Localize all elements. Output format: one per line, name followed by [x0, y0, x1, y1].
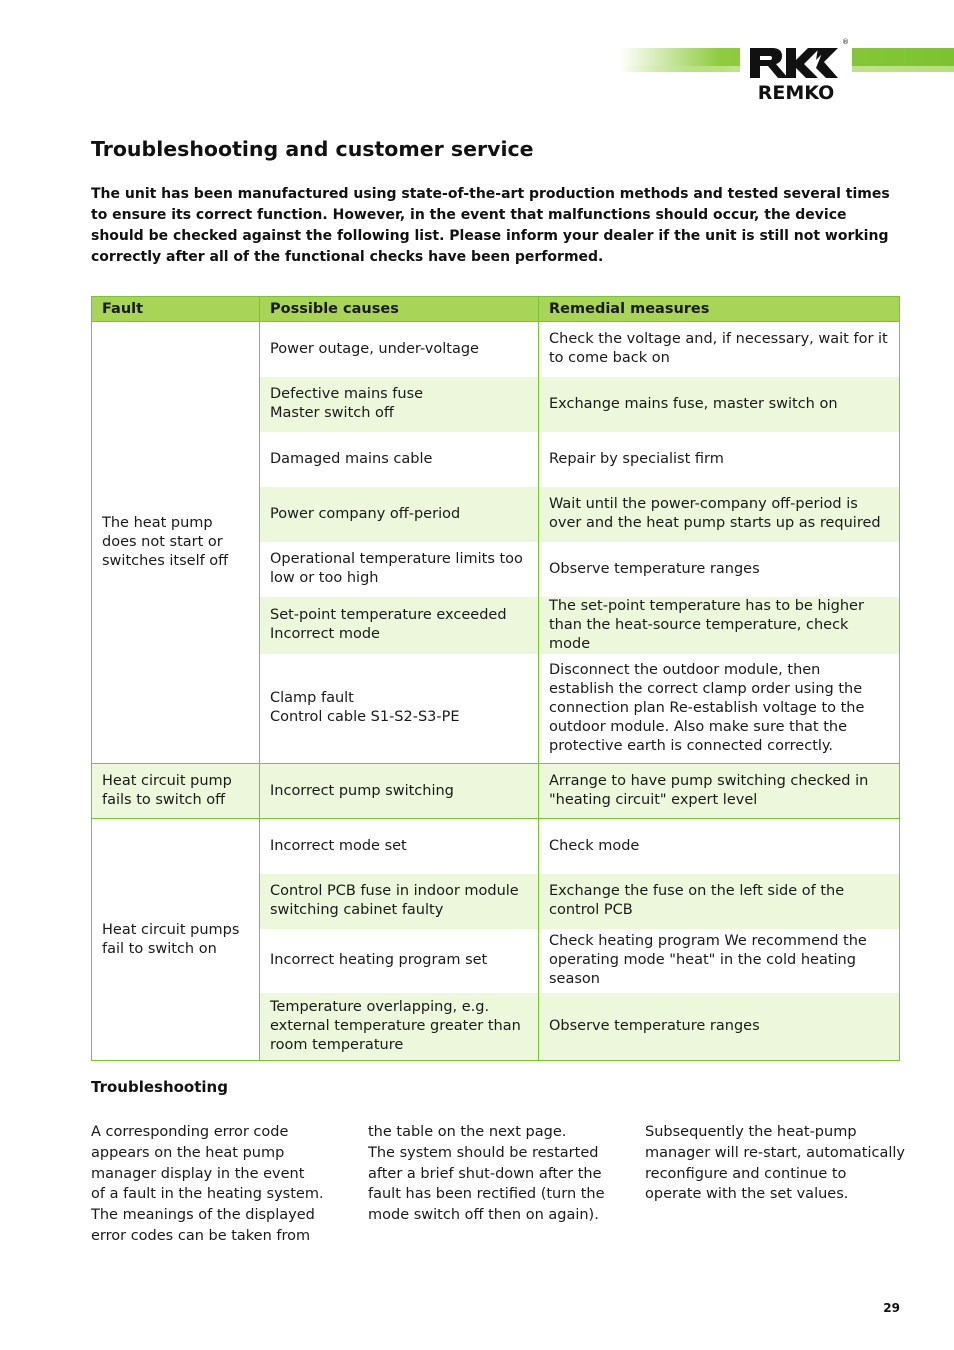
- troubleshooting-column-3: Subsequently the heat-pump manager will re-start, automatically reconfigure and continue to operate with the set values.: [645, 1124, 905, 1203]
- cause-cell: Defective mains fuse Master switch off: [260, 377, 539, 432]
- cause-cell: Power outage, under-voltage: [260, 322, 539, 377]
- remedy-cell: Check the voltage and, if necessary, wait for it to come back on: [539, 322, 900, 377]
- table-row: [92, 819, 900, 874]
- remedy-cell: Arrange to have pump switching checked in "heating circuit" expert level: [539, 764, 900, 819]
- page-title: Troubleshooting and customer service: [91, 137, 534, 161]
- cause-cell: Incorrect heating program set: [260, 929, 539, 993]
- troubleshooting-heading: Troubleshooting: [91, 1078, 228, 1096]
- remedy-cell: Observe temperature ranges: [539, 542, 900, 597]
- page-number: 29: [883, 1301, 900, 1315]
- header-remedial-measures: Remedial measures: [539, 297, 900, 322]
- fault-cell: The heat pump does not start or switches itself off: [92, 322, 260, 764]
- troubleshooting-column-1: A corresponding error code appears on the heat pump manager display in the event of a fault in the heating system. The meanings of the displayed error codes can be taken from: [91, 1124, 324, 1244]
- table-header-row: [92, 297, 900, 322]
- cause-cell: Temperature overlapping, e.g. external temperature greater than room temperature: [260, 993, 539, 1061]
- registered-mark: ®: [842, 38, 849, 46]
- troubleshooting-column-2: the table on the next page. The system should be restarted after a brief shut-down after the fault has been rectified (turn the mode switch off then on again).: [368, 1124, 605, 1224]
- cause-cell: Operational temperature limits too low or too high: [260, 542, 539, 597]
- cause-cell: Damaged mains cable: [260, 432, 539, 487]
- table-row: [92, 322, 900, 377]
- cause-cell: Set-point temperature exceeded Incorrect mode: [260, 597, 539, 654]
- fault-cell: Heat circuit pump fails to switch off: [92, 764, 260, 819]
- cause-cell: Power company off-period: [260, 487, 539, 542]
- remedy-cell: The set-point temperature has to be higher than the heat-source temperature, check mode: [539, 597, 900, 654]
- remedy-cell: Exchange mains fuse, master switch on: [539, 377, 900, 432]
- remko-logo: [740, 38, 852, 104]
- cause-cell: Incorrect mode set: [260, 819, 539, 874]
- remedy-cell: Observe temperature ranges: [539, 993, 900, 1061]
- remedy-cell: Wait until the power-company off-period is over and the heat pump starts up as required: [539, 487, 900, 542]
- remedy-cell: Check mode: [539, 819, 900, 874]
- cause-cell: Incorrect pump switching: [260, 764, 539, 819]
- header-possible-causes: Possible causes: [260, 297, 539, 322]
- logo-text: REMKO: [757, 82, 835, 104]
- fault-table: [91, 296, 900, 1061]
- fault-cell: Heat circuit pumps fail to switch on: [92, 819, 260, 1061]
- intro-paragraph: The unit has been manufactured using state-of-the-art production methods and tested several times to ensure its correct function. However, in the event that malfunctions should occur, the device should be checked against the following list. Please inform your dealer if the unit is still not working correctly after all of the functional checks have been performed.: [91, 186, 890, 265]
- remedy-cell: Check heating program We recommend the operating mode "heat" in the cold heating season: [539, 929, 900, 993]
- remedy-cell: Disconnect the outdoor module, then establish the correct clamp order using the connection plan Re-establish voltage to the outdoor module. Also make sure that the protective earth is connected correctly.: [539, 654, 900, 764]
- remedy-cell: Exchange the fuse on the left side of the control PCB: [539, 874, 900, 929]
- remko-logo-icon: [746, 42, 842, 82]
- cause-cell: Control PCB fuse in indoor module switching cabinet faulty: [260, 874, 539, 929]
- cause-cell: Clamp fault Control cable S1-S2-S3-PE: [260, 654, 539, 764]
- header-fault: Fault: [92, 297, 260, 322]
- remedy-cell: Repair by specialist firm: [539, 432, 900, 487]
- table-row: [92, 764, 900, 819]
